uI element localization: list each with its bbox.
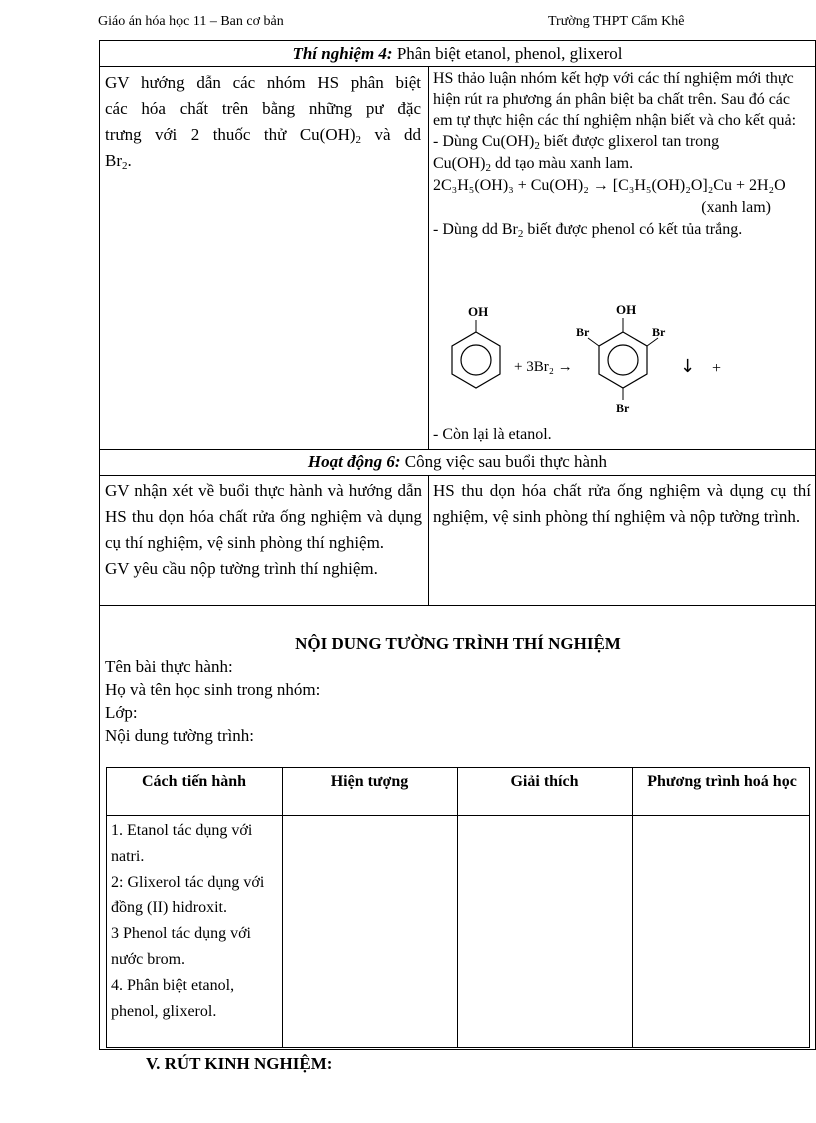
teacher-line-3-text: trưng với 2 thuốc thử Cu(OH) [105,125,356,144]
reagent-label: + 3Br₂ → [514,359,573,375]
rule [99,605,816,606]
step-2: - Dùng dd $Br_2$ biết được phenol có kết tủa trắng. [433,221,743,240]
report-line-name: Tên bài thực hành: [105,657,233,676]
list-item: 1. Etanol tác dụng với natri. [111,822,253,865]
report-title: NỘI DUNG TƯỜNG TRÌNH THÍ NGHIỆM [295,634,621,653]
step-1-text: - Dùng Cu(OH) [433,133,535,150]
product-ring [599,332,647,388]
br-bottom: Br [616,401,630,415]
phenol-ring [452,332,500,388]
column-divider [428,66,429,449]
activity-6-teacher-2: GV yêu cầu nộp tường trình thí nghiệm. [105,559,378,578]
list-item: 4. Phân biệt etanol, phenol, glixerol. [111,976,235,1020]
report-table-header-rule [106,815,810,816]
list-item: 3 Phenol tác dụng với nước brom. [111,925,251,968]
teacher-line-3-tail: và dd [361,125,421,144]
step-1b: $Cu(OH)_2$ dd tạo màu xanh lam. [433,155,634,174]
activity-6-teacher-1: GV nhận xét về buổi thực hành và hướng dẫn HS thu dọn hóa chất rửa ống nghiệm và dụng cụ thí nghiệm, vệ sinh phòng thí nghiệm. [105,481,422,552]
product-oh-label: OH [616,302,637,317]
column-divider [428,475,429,605]
phenol-ring-circle [461,345,491,375]
rule [99,66,816,67]
rule [99,449,816,450]
report-header-method: Cách tiến hành [141,773,247,790]
report-method-list [111,818,277,1024]
remaining-etanol: - Còn lại là etanol. [433,426,552,443]
teacher-line-3: trưng với 2 thuốc thử $Cu(OH)_2$ và dd [105,125,421,146]
br-bond-right [647,338,658,346]
activity-6-student: HS thu dọn hóa chất rửa ống nghiệm và dụng cụ thí nghiệm, vệ sinh phòng thí nghiệm và nộp tường trình. [433,481,811,526]
step-1b-tail: dd tạo màu xanh lam. [490,155,634,172]
br-top-right: Br [652,325,666,339]
step-1b-text: Cu(OH) [433,155,486,172]
teacher-line-2: các hóa chất trên bằng những pư đặc [105,99,421,118]
report-header-phenomenon: Hiện tượng [330,773,409,790]
br-top-left: Br [576,325,590,339]
experiment-4-label: Thí nghiệm 4: [292,44,393,63]
phenol-bromination-diagram [430,298,810,418]
student-results [433,68,811,241]
step-2-tail: biết được phenol có kết tủa trắng. [523,221,743,238]
experiment-4-heading [99,44,816,64]
step-1: - Dùng $Cu(OH)_2$ biết được glixerol tan trong [433,133,720,152]
header-right: Trường THPT Cẩm Khê [548,14,685,29]
lessons-learned-title: V. RÚT KINH NGHIỆM: [146,1054,333,1073]
teacher-line-4-text: Br [105,151,122,170]
activity-6-title: Công việc sau buổi thực hành [404,452,608,471]
equation-1-note: (xanh lam) [701,199,771,216]
student-intro: HS thảo luận nhóm kết hợp với các thí nghiệm mới thực hiện rút ra phương án phân biệt ba chất trên. Sau đó các em tự thực hiện các thí nghiệm nhận biết và cho kết quả: [433,70,797,129]
activity-6-heading [99,452,816,472]
activity-6-teacher [105,478,422,582]
teacher-line-4: $Br_2$. [105,151,132,172]
equation-1: 2C₃H₅(OH)₃ + Cu(OH)₂ → [C₃H₅(OH)₂O]₂Cu + 2H₂O [433,177,786,194]
report-header-explanation: Giải thích [510,773,579,790]
report-header-equation: Phương trình hoá học [647,773,797,790]
report-line-content: Nội dung tường trình: [105,726,255,745]
phenol-oh-label: OH [468,304,489,319]
step-1-tail: biết được glixerol tan trong [539,133,720,150]
report-line-class: Lớp: [105,703,138,722]
activity-6-label: Hoạt động 6: [307,452,401,471]
report-table-col [632,767,633,1048]
teacher-line-1: GV hướng dẫn các nhóm HS phân biệt [105,73,421,92]
report-line-students: Họ và tên học sinh trong nhóm: [105,680,321,699]
teacher-instructions [105,70,421,174]
reaction-plus: + [712,360,722,377]
report-table-col [282,767,283,1048]
rule [99,475,816,476]
step-2-text: - Dùng dd Br [433,221,518,238]
experiment-4-title: Phân biệt etanol, phenol, glixerol [396,44,623,63]
report-table-col [457,767,458,1048]
br-bond-left [588,338,599,346]
product-ring-circle [608,345,638,375]
precipitate-arrow: ↓ [680,356,696,377]
header-left: Giáo án hóa học 11 – Ban cơ bản [98,14,284,29]
list-item: 2: Glixerol tác dụng với đồng (II) hidroxit. [111,873,265,917]
